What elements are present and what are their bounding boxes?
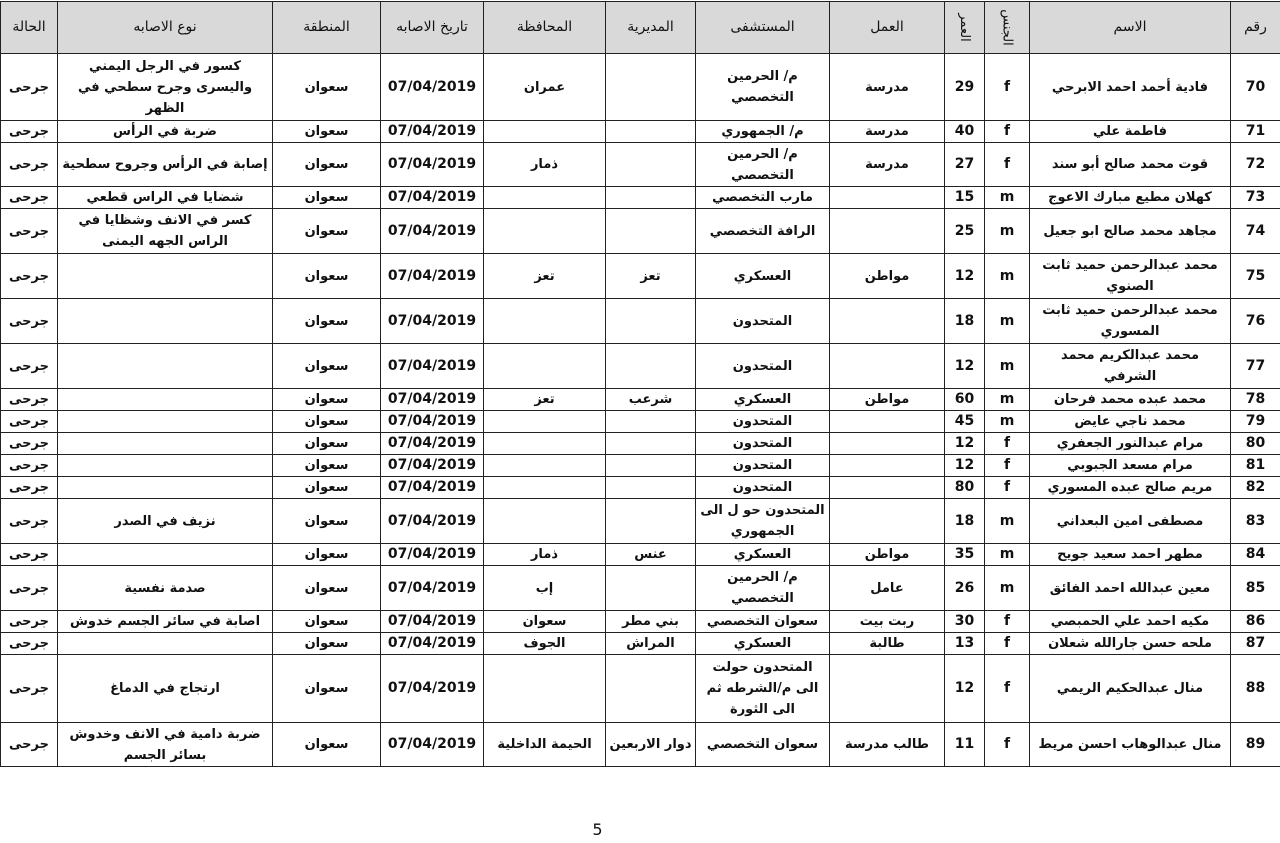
cell-num: 89 — [1231, 723, 1280, 767]
cell-gender: f — [985, 723, 1030, 767]
cell-name: محمد عبدالرحمن حميد ثابت المسوري — [1030, 299, 1231, 344]
cell-job — [830, 433, 945, 455]
cell-num: 70 — [1231, 54, 1280, 121]
header-injury: نوع الاصابه — [58, 2, 273, 54]
cell-district — [606, 299, 696, 344]
cell-district: دوار الاربعين — [606, 723, 696, 767]
cell-date: 07/04/2019 — [381, 344, 484, 389]
cell-age: 27 — [945, 143, 985, 187]
cell-injury — [58, 633, 273, 655]
header-hospital: المستشفى — [696, 2, 830, 54]
cell-gender: f — [985, 611, 1030, 633]
cell-injury: شضايا في الراس قطعي — [58, 187, 273, 209]
cell-name: ملحه حسن جارالله شعلان — [1030, 633, 1231, 655]
cell-gender: m — [985, 389, 1030, 411]
casualty-table — [0, 1, 1280, 767]
cell-hospital: المتحدون — [696, 299, 830, 344]
cell-area: سعوان — [273, 633, 381, 655]
table-row — [1, 121, 1280, 143]
header-num: رقم — [1231, 2, 1280, 54]
cell-hospital: العسكري — [696, 389, 830, 411]
cell-num: 82 — [1231, 477, 1280, 499]
cell-status: جرحى — [1, 455, 58, 477]
cell-num: 80 — [1231, 433, 1280, 455]
cell-job: عامل — [830, 566, 945, 611]
cell-gender: m — [985, 187, 1030, 209]
cell-name: قوت محمد صالح أبو سند — [1030, 143, 1231, 187]
cell-date: 07/04/2019 — [381, 499, 484, 544]
cell-name: كهلان مطيع مبارك الاعوج — [1030, 187, 1231, 209]
cell-area: سعوان — [273, 655, 381, 723]
table-row — [1, 143, 1280, 187]
cell-hospital: سعوان التخصصي — [696, 723, 830, 767]
cell-gender: m — [985, 209, 1030, 254]
cell-area: سعوان — [273, 611, 381, 633]
cell-governorate — [484, 344, 606, 389]
table-row — [1, 611, 1280, 633]
cell-job — [830, 187, 945, 209]
table-row — [1, 187, 1280, 209]
table-row — [1, 344, 1280, 389]
cell-status: جرحى — [1, 655, 58, 723]
cell-age: 29 — [945, 54, 985, 121]
cell-injury — [58, 433, 273, 455]
cell-district — [606, 209, 696, 254]
cell-status: جرحى — [1, 433, 58, 455]
cell-age: 60 — [945, 389, 985, 411]
cell-hospital: المتحدون — [696, 344, 830, 389]
cell-date: 07/04/2019 — [381, 433, 484, 455]
cell-job — [830, 411, 945, 433]
cell-job — [830, 499, 945, 544]
cell-status: جرحى — [1, 544, 58, 566]
cell-date: 07/04/2019 — [381, 54, 484, 121]
cell-governorate — [484, 655, 606, 723]
cell-injury — [58, 411, 273, 433]
cell-date: 07/04/2019 — [381, 411, 484, 433]
cell-injury — [58, 254, 273, 299]
cell-governorate: سعوان — [484, 611, 606, 633]
cell-injury — [58, 455, 273, 477]
cell-hospital: مارب التخصصي — [696, 187, 830, 209]
cell-hospital: المتحدون — [696, 477, 830, 499]
header-district: المديرية — [606, 2, 696, 54]
cell-num: 81 — [1231, 455, 1280, 477]
cell-name: مطهر احمد سعيد جويح — [1030, 544, 1231, 566]
cell-num: 78 — [1231, 389, 1280, 411]
cell-hospital: المتحدون حو ل الى الجمهوري — [696, 499, 830, 544]
cell-date: 07/04/2019 — [381, 299, 484, 344]
cell-governorate — [484, 209, 606, 254]
cell-date: 07/04/2019 — [381, 723, 484, 767]
cell-gender: f — [985, 143, 1030, 187]
cell-area: سعوان — [273, 566, 381, 611]
cell-name: منال عبدالوهاب احسن مريط — [1030, 723, 1231, 767]
cell-age: 12 — [945, 344, 985, 389]
cell-governorate: ذمار — [484, 544, 606, 566]
cell-job: مدرسة — [830, 54, 945, 121]
cell-status: جرحى — [1, 477, 58, 499]
cell-date: 07/04/2019 — [381, 143, 484, 187]
cell-gender: f — [985, 633, 1030, 655]
cell-status: جرحى — [1, 389, 58, 411]
cell-num: 83 — [1231, 499, 1280, 544]
table-row — [1, 411, 1280, 433]
cell-num: 75 — [1231, 254, 1280, 299]
cell-age: 45 — [945, 411, 985, 433]
table-row — [1, 633, 1280, 655]
cell-district — [606, 499, 696, 544]
cell-district — [606, 187, 696, 209]
cell-hospital: المتحدون — [696, 455, 830, 477]
cell-district: شرعب — [606, 389, 696, 411]
cell-governorate — [484, 433, 606, 455]
cell-date: 07/04/2019 — [381, 477, 484, 499]
table-row — [1, 655, 1280, 723]
cell-gender: f — [985, 433, 1030, 455]
cell-name: معين عبدالله احمد الفائق — [1030, 566, 1231, 611]
cell-area: سعوان — [273, 54, 381, 121]
cell-status: جرحى — [1, 723, 58, 767]
cell-area: سعوان — [273, 544, 381, 566]
cell-hospital: م/ الحرمين التخصصي — [696, 566, 830, 611]
cell-hospital: م/ الحرمين التخصصي — [696, 143, 830, 187]
cell-date: 07/04/2019 — [381, 455, 484, 477]
cell-gender: f — [985, 54, 1030, 121]
page-number: 5 — [592, 820, 603, 839]
table-row — [1, 499, 1280, 544]
cell-num: 77 — [1231, 344, 1280, 389]
cell-date: 07/04/2019 — [381, 544, 484, 566]
cell-governorate: ذمار — [484, 143, 606, 187]
cell-injury: اصابة في سائر الجسم خدوش — [58, 611, 273, 633]
cell-hospital: م/ الجمهوري — [696, 121, 830, 143]
cell-age: 40 — [945, 121, 985, 143]
header-area: المنطقة — [273, 2, 381, 54]
cell-num: 72 — [1231, 143, 1280, 187]
cell-gender: m — [985, 544, 1030, 566]
table-row — [1, 544, 1280, 566]
cell-area: سعوان — [273, 121, 381, 143]
header-gender-label: الجنس — [999, 9, 1015, 46]
cell-governorate — [484, 187, 606, 209]
cell-age: 25 — [945, 209, 985, 254]
cell-age: 15 — [945, 187, 985, 209]
cell-hospital: العسكري — [696, 544, 830, 566]
cell-district — [606, 344, 696, 389]
table-row — [1, 299, 1280, 344]
table-row — [1, 455, 1280, 477]
header-age-label: العمر — [956, 13, 972, 42]
cell-name: محمد عبده محمد فرحان — [1030, 389, 1231, 411]
cell-district — [606, 455, 696, 477]
cell-age: 12 — [945, 254, 985, 299]
header-gender — [985, 2, 1030, 54]
cell-injury: إصابة في الرأس وجروح سطحية — [58, 143, 273, 187]
cell-date: 07/04/2019 — [381, 633, 484, 655]
cell-injury: كسر في الانف وشظايا في الراس الجهه اليمنى — [58, 209, 273, 254]
cell-area: سعوان — [273, 411, 381, 433]
cell-district — [606, 655, 696, 723]
cell-status: جرحى — [1, 499, 58, 544]
cell-job — [830, 655, 945, 723]
cell-job — [830, 455, 945, 477]
cell-date: 07/04/2019 — [381, 254, 484, 299]
cell-gender: m — [985, 411, 1030, 433]
cell-age: 35 — [945, 544, 985, 566]
cell-area: سعوان — [273, 723, 381, 767]
cell-district: بني مطر — [606, 611, 696, 633]
cell-gender: f — [985, 477, 1030, 499]
cell-status: جرحى — [1, 143, 58, 187]
cell-district — [606, 411, 696, 433]
cell-age: 30 — [945, 611, 985, 633]
cell-job — [830, 299, 945, 344]
cell-name: مريم صالح عبده المسوري — [1030, 477, 1231, 499]
cell-date: 07/04/2019 — [381, 655, 484, 723]
cell-hospital: العسكري — [696, 633, 830, 655]
cell-gender: m — [985, 566, 1030, 611]
cell-gender: m — [985, 499, 1030, 544]
table-row — [1, 209, 1280, 254]
table-row — [1, 433, 1280, 455]
cell-district — [606, 433, 696, 455]
cell-status: جرحى — [1, 566, 58, 611]
cell-governorate: الجوف — [484, 633, 606, 655]
cell-status: جرحى — [1, 411, 58, 433]
cell-age: 80 — [945, 477, 985, 499]
header-status: الحالة — [1, 2, 58, 54]
cell-status: جرحى — [1, 54, 58, 121]
cell-district — [606, 143, 696, 187]
cell-district — [606, 121, 696, 143]
cell-injury: ضربة دامية في الانف وخدوش بسائر الجسم — [58, 723, 273, 767]
cell-status: جرحى — [1, 633, 58, 655]
cell-name: محمد ناجي عايض — [1030, 411, 1231, 433]
cell-num: 84 — [1231, 544, 1280, 566]
cell-name: فادية أحمد احمد الابرحي — [1030, 54, 1231, 121]
cell-num: 71 — [1231, 121, 1280, 143]
cell-name: مجاهد محمد صالح ابو جعيل — [1030, 209, 1231, 254]
cell-name: منال عبدالحكيم الريمي — [1030, 655, 1231, 723]
cell-injury — [58, 544, 273, 566]
cell-area: سعوان — [273, 143, 381, 187]
cell-district — [606, 54, 696, 121]
cell-job: طالبة — [830, 633, 945, 655]
cell-name: محمد عبدالكريم محمد الشرفي — [1030, 344, 1231, 389]
cell-gender: m — [985, 299, 1030, 344]
cell-area: سعوان — [273, 299, 381, 344]
cell-status: جرحى — [1, 209, 58, 254]
cell-hospital: م/ الحرمين التخصصي — [696, 54, 830, 121]
table-row — [1, 566, 1280, 611]
cell-job: مدرسة — [830, 121, 945, 143]
cell-status: جرحى — [1, 187, 58, 209]
cell-job: مواطن — [830, 254, 945, 299]
cell-injury: نزيف في الصدر — [58, 499, 273, 544]
cell-num: 74 — [1231, 209, 1280, 254]
cell-job — [830, 477, 945, 499]
cell-hospital: العسكري — [696, 254, 830, 299]
cell-age: 18 — [945, 299, 985, 344]
cell-num: 87 — [1231, 633, 1280, 655]
table-row — [1, 477, 1280, 499]
cell-injury — [58, 477, 273, 499]
cell-age: 26 — [945, 566, 985, 611]
cell-name: محمد عبدالرحمن حميد ثابت الصنوي — [1030, 254, 1231, 299]
cell-date: 07/04/2019 — [381, 121, 484, 143]
header-governorate: المحافظة — [484, 2, 606, 54]
cell-date: 07/04/2019 — [381, 209, 484, 254]
cell-governorate — [484, 411, 606, 433]
cell-age: 13 — [945, 633, 985, 655]
cell-age: 18 — [945, 499, 985, 544]
cell-governorate: إب — [484, 566, 606, 611]
cell-gender: f — [985, 455, 1030, 477]
cell-num: 88 — [1231, 655, 1280, 723]
cell-gender: f — [985, 121, 1030, 143]
cell-governorate: تعز — [484, 389, 606, 411]
cell-injury: ارتجاج في الدماغ — [58, 655, 273, 723]
table-row — [1, 54, 1280, 121]
cell-gender: m — [985, 344, 1030, 389]
cell-status: جرحى — [1, 121, 58, 143]
cell-job: مواطن — [830, 389, 945, 411]
cell-governorate — [484, 477, 606, 499]
cell-area: سعوان — [273, 433, 381, 455]
cell-job — [830, 209, 945, 254]
cell-district — [606, 477, 696, 499]
cell-status: جرحى — [1, 254, 58, 299]
cell-hospital: سعوان التخصصي — [696, 611, 830, 633]
cell-governorate: تعز — [484, 254, 606, 299]
cell-gender: f — [985, 655, 1030, 723]
cell-job: مواطن — [830, 544, 945, 566]
header-job: العمل — [830, 2, 945, 54]
cell-num: 85 — [1231, 566, 1280, 611]
cell-district — [606, 566, 696, 611]
cell-governorate — [484, 499, 606, 544]
cell-num: 73 — [1231, 187, 1280, 209]
cell-name: مكيه احمد علي الحمبصي — [1030, 611, 1231, 633]
cell-job: طالب مدرسة — [830, 723, 945, 767]
cell-governorate — [484, 455, 606, 477]
cell-injury — [58, 344, 273, 389]
cell-hospital: المتحدون — [696, 411, 830, 433]
cell-age: 12 — [945, 455, 985, 477]
cell-area: سعوان — [273, 455, 381, 477]
cell-gender: m — [985, 254, 1030, 299]
cell-injury — [58, 389, 273, 411]
cell-name: فاطمة علي — [1030, 121, 1231, 143]
cell-name: مرام مسعد الجبوبي — [1030, 455, 1231, 477]
cell-injury: ضربة في الرأس — [58, 121, 273, 143]
cell-district: تعز — [606, 254, 696, 299]
cell-hospital: المتحدون حولت الى م/الشرطه ثم الى الثورة — [696, 655, 830, 723]
cell-name: مصطفى امين البعداني — [1030, 499, 1231, 544]
cell-age: 12 — [945, 433, 985, 455]
cell-governorate: عمران — [484, 54, 606, 121]
cell-date: 07/04/2019 — [381, 187, 484, 209]
cell-job — [830, 344, 945, 389]
cell-date: 07/04/2019 — [381, 611, 484, 633]
cell-district: المراش — [606, 633, 696, 655]
header-name: الاسم — [1030, 2, 1231, 54]
cell-num: 86 — [1231, 611, 1280, 633]
cell-num: 76 — [1231, 299, 1280, 344]
table-row — [1, 723, 1280, 767]
cell-age: 12 — [945, 655, 985, 723]
table-row — [1, 254, 1280, 299]
header-age — [945, 2, 985, 54]
cell-injury: كسور في الرجل اليمني واليسرى وجرح سطحي في الظهر — [58, 54, 273, 121]
cell-status: جرحى — [1, 299, 58, 344]
cell-hospital: المتحدون — [696, 433, 830, 455]
cell-area: سعوان — [273, 477, 381, 499]
cell-name: مرام عبدالنور الجعفري — [1030, 433, 1231, 455]
cell-job: ربت بيت — [830, 611, 945, 633]
cell-governorate — [484, 121, 606, 143]
cell-area: سعوان — [273, 209, 381, 254]
cell-governorate: الحيمة الداخلية — [484, 723, 606, 767]
cell-area: سعوان — [273, 499, 381, 544]
cell-injury — [58, 299, 273, 344]
cell-area: سعوان — [273, 254, 381, 299]
cell-area: سعوان — [273, 389, 381, 411]
cell-hospital: الرافة التخصصي — [696, 209, 830, 254]
cell-date: 07/04/2019 — [381, 389, 484, 411]
cell-district: عنس — [606, 544, 696, 566]
cell-governorate — [484, 299, 606, 344]
cell-area: سعوان — [273, 344, 381, 389]
cell-date: 07/04/2019 — [381, 566, 484, 611]
cell-injury: صدمة نفسية — [58, 566, 273, 611]
cell-area: سعوان — [273, 187, 381, 209]
cell-age: 11 — [945, 723, 985, 767]
cell-job: مدرسة — [830, 143, 945, 187]
cell-num: 79 — [1231, 411, 1280, 433]
table-body — [1, 54, 1280, 767]
cell-status: جرحى — [1, 611, 58, 633]
header-date: تاريخ الاصابه — [381, 2, 484, 54]
header-row — [1, 2, 1280, 54]
table-row — [1, 389, 1280, 411]
cell-status: جرحى — [1, 344, 58, 389]
